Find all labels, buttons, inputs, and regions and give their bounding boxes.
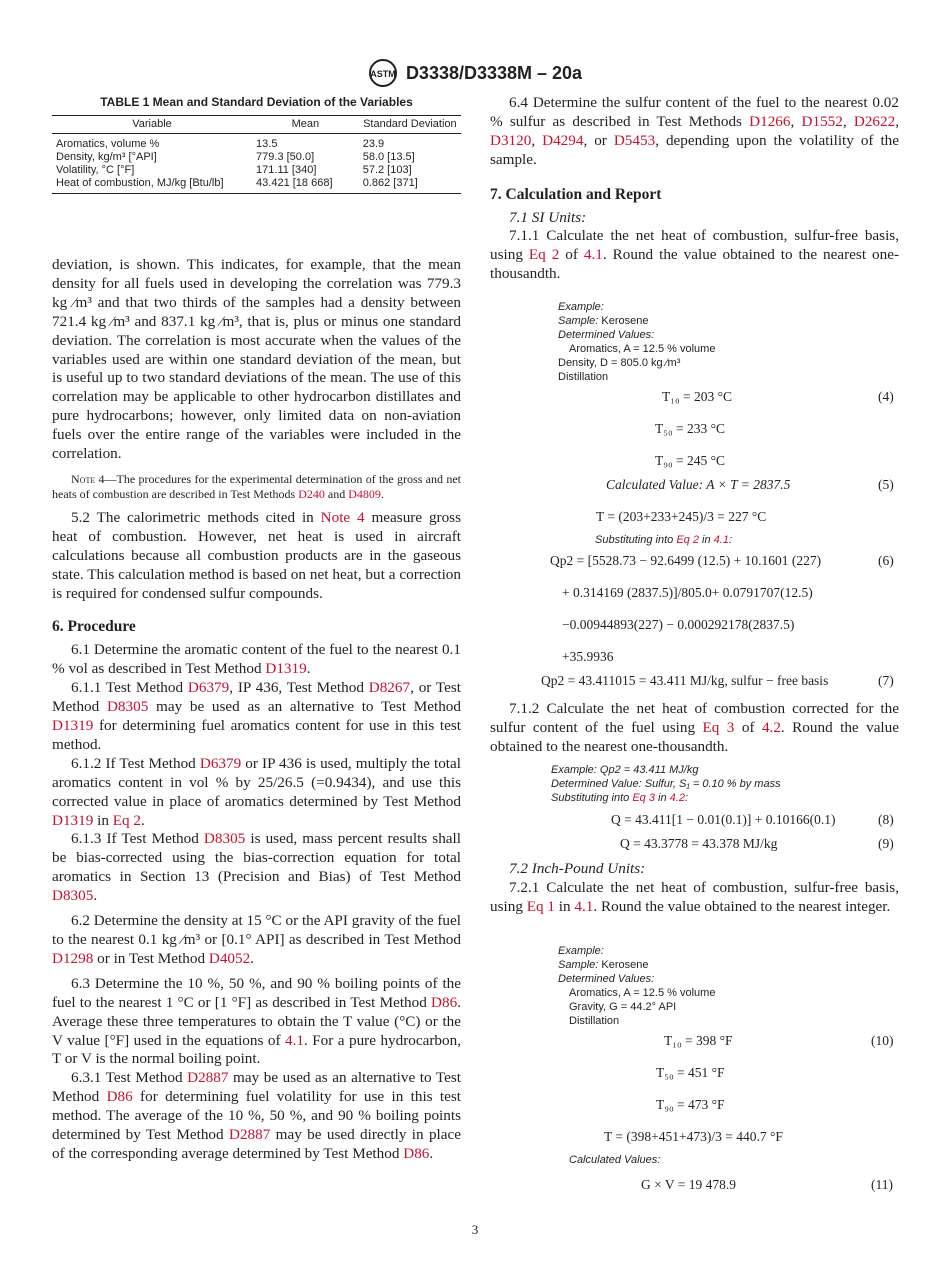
- left-column: [52, 256, 461, 1164]
- eq7-expression: Qp2 = 43.411015 = 43.411 MJ/kg, sulfur − free basis: [541, 673, 829, 688]
- distillation-label: Distillation: [569, 1015, 620, 1027]
- doc-code: D3338/D3338M – 20a: [405, 62, 583, 83]
- table-cell: Volatility, °C [°F]: [56, 163, 135, 176]
- link-d1319[interactable]: D1319: [52, 811, 94, 829]
- table-cell: 779.3 [50.0]: [256, 150, 315, 163]
- eq11-expression: G × V = 19 478.9: [641, 1177, 736, 1192]
- link-d4809[interactable]: D4809: [348, 487, 381, 502]
- table-cell: Heat of combustion, MJ/kg [Btu/lb]: [52, 177, 252, 194]
- link-4-1[interactable]: 4.1: [713, 534, 729, 546]
- paragraph-7-1-2: 7.1.2 Calculate the net heat of combustion corrected for the sulfur content of the fuel using Eq 3 of 4.2. Round the value obtained to the nearest one-thousandth.: [490, 700, 899, 755]
- example-3: [558, 944, 858, 1028]
- link-eq-1[interactable]: Eq 1: [526, 897, 555, 915]
- example-2: [551, 763, 891, 805]
- right-column-top: [490, 94, 899, 284]
- eq-number-5: (5): [878, 477, 894, 492]
- link-d1319[interactable]: D1319: [52, 717, 94, 735]
- substituting-eq2: Substituting into Eq 2 in 4.1:: [595, 534, 733, 546]
- link-d86[interactable]: D86: [106, 1088, 133, 1106]
- eq-t10: T₁₀ = 203 °C: [662, 389, 733, 404]
- link-d5453[interactable]: D5453: [613, 131, 656, 149]
- paragraph-7-1: 7.1 SI Units:: [509, 208, 587, 226]
- link-d3120[interactable]: D3120: [490, 131, 532, 149]
- eq-number-7: (7): [878, 673, 894, 688]
- link-note-4[interactable]: Note 4: [320, 508, 365, 526]
- example-qp2: Example: Qp2 = 43.411 MJ/kg: [551, 764, 699, 776]
- paragraph-5-2: 5.2 The calorimetric methods cited in Note 4 measure gross heat of combustion. However, net heat is used in aircraft calculations because all combustion products are in the gaseous state. This calculation method is based on net heat, but a correction is required for condensed sulfur compounds.: [52, 508, 462, 602]
- example-label: Example:: [558, 301, 604, 313]
- table-row: [52, 151, 461, 164]
- link-d6379[interactable]: D6379: [199, 754, 242, 772]
- link-eq-3[interactable]: Eq 3: [702, 718, 735, 736]
- eq-t10-f: T₁₀ = 398 °F: [664, 1033, 733, 1048]
- link-d1266[interactable]: D1266: [749, 112, 791, 130]
- eq9-expression: Q = 43.3778 = 43.378 MJ/kg: [620, 836, 778, 851]
- link-d8305[interactable]: D8305: [52, 887, 94, 905]
- aromatics-value: Aromatics, A = 12.5 % volume: [569, 343, 716, 355]
- table-1: [52, 95, 461, 194]
- gravity-value: Gravity, G = 44.2° API: [569, 1001, 677, 1013]
- table-row: [52, 177, 461, 194]
- eq-number-9: (9): [878, 836, 894, 851]
- link-d4294[interactable]: D4294: [542, 131, 584, 149]
- density-value: Density, D = 805.0 kg ⁄m³: [558, 357, 681, 369]
- right-column-mid: [490, 700, 899, 757]
- link-d2622[interactable]: D2622: [853, 112, 896, 130]
- table-cell: 0.862 [371]: [359, 177, 461, 194]
- table-cell: 58.0 [13.5]: [362, 150, 415, 163]
- paragraph-6-4: 6.4 Determine the sulfur content of the fuel to the nearest 0.02 % sulfur as described in Test Methods D1266, D1552, D2622, D3120, D4294, or D5453, depending upon the volatility of the sample.: [490, 94, 900, 168]
- eq6-line2: + 0.314169 (2837.5)]/805.0+ 0.0791707(12.5): [562, 585, 813, 600]
- paragraph-6-3: 6.3 Determine the 10 %, 50 %, and 90 % boiling points of the fuel to the nearest 1 °C or [1 °F] as described in Test Method D86. Average these three temperatures to obtain the T value (°C) or the V value [°F] used in the equations of 4.1. For a pure hydrocarbon, T or V is the normal boiling point.: [52, 974, 461, 1068]
- eq-number-8: (8): [878, 812, 894, 827]
- link-d8305[interactable]: D8305: [203, 830, 246, 848]
- eq-t90: T₉₀ = 245 °C: [655, 453, 726, 468]
- distillation-label: Distillation: [558, 371, 609, 383]
- paragraph-7-2: 7.2 Inch-Pound Units:: [509, 860, 646, 877]
- link-4-1[interactable]: 4.1: [583, 246, 603, 264]
- eq8-expression: Q = 43.411[1 − 0.01(0.1)] + 0.10166(0.1): [611, 812, 836, 827]
- example-label: Example:: [558, 945, 604, 957]
- note-4: Note 4—The procedures for the experimental determination of the gross and net heats of combustion are described in Test Methods D240 and D4809.: [52, 471, 461, 502]
- eq-t50-f: T₅₀ = 451 °F: [656, 1065, 725, 1080]
- table-cell: 57.2 [103]: [362, 163, 412, 176]
- paragraph-6-2: 6.2 Determine the density at 15 °C or the API gravity of the fuel to the nearest 0.1 kg ⁄m³ or [0.1° API] as described in Test Method D1298 or in Test Method D4052.: [52, 912, 461, 967]
- table-row: [52, 164, 461, 177]
- link-4-2[interactable]: 4.2: [761, 718, 781, 736]
- page-number: 3: [471, 1222, 479, 1237]
- eq-number-4: (4): [878, 389, 894, 404]
- table-cell: Density, kg/m³ [°API]: [56, 150, 157, 163]
- eq-number-6: (6): [878, 553, 894, 568]
- eq-t-average-f: T = (398+451+473)/3 = 440.7 °F: [604, 1129, 783, 1144]
- eq-number-10: (10): [871, 1033, 894, 1048]
- sample-line: Sample: Kerosene: [558, 959, 649, 971]
- link-d4052[interactable]: D4052: [208, 949, 251, 967]
- link-eq-3[interactable]: Eq 3: [632, 792, 655, 804]
- determined-label: Determined Values:: [558, 329, 655, 341]
- eq-t50: T₅₀ = 233 °C: [655, 421, 726, 436]
- heading-calculation: 7. Calculation and Report: [490, 185, 662, 203]
- link-d86[interactable]: D86: [431, 993, 458, 1011]
- link-4-1[interactable]: 4.1: [574, 897, 594, 915]
- sample-line: Sample: Kerosene: [558, 315, 649, 327]
- heading-procedure: 6. Procedure: [52, 617, 136, 635]
- table-cell: 23.9: [362, 137, 385, 150]
- logo-text: ASTM: [370, 69, 396, 79]
- paragraph-6-3-1: 6.3.1 Test Method D2887 may be used as an alternative to Test Method D86 for determining fuel volatility for use in this test method. The average of the 10 %, 50 %, and 90 % boiling points determined by Test Method D2887 may be used directly in place of the corresponding average determined by Test Method D86.: [52, 1069, 462, 1162]
- table-caption: TABLE 1 Mean and Standard Deviation of the Variables: [100, 95, 413, 109]
- link-d6379[interactable]: D6379: [187, 679, 230, 697]
- header-mean: Mean: [252, 116, 359, 134]
- link-4-1[interactable]: 4.1: [284, 1031, 304, 1049]
- table-header-row: [52, 116, 461, 134]
- paragraph-6-1: 6.1 Determine the aromatic content of the fuel to the nearest 0.1 % vol as described in Test Method D1319.: [52, 641, 461, 678]
- paragraph-7-2-1: 7.2.1 Calculate the net heat of combustion, sulfur-free basis, using Eq 1 in 4.1. Round the value obtained to the nearest integer.: [490, 878, 899, 915]
- substituting-eq3: Substituting into Eq 3 in 4.2:: [551, 792, 689, 804]
- link-d8305[interactable]: D8305: [106, 698, 149, 716]
- paragraph-7-1-1: 7.1.1 Calculate the net heat of combustion, sulfur-free basis, using Eq 2 of 4.1. Round the value obtained to the nearest one-thousandth.: [490, 227, 899, 283]
- eq-number-11: (11): [871, 1177, 893, 1192]
- right-column-low: [490, 860, 899, 917]
- calculated-values-label: Calculated Values:: [569, 1154, 661, 1166]
- determined-sulfur: Determined Value: Sulfur, S₁ = 0.10 % by mass: [551, 778, 781, 790]
- paragraph-6-1-3: 6.1.3 If Test Method D8305 is used, mass percent results shall be bias-corrected using the bias-correction equation for total aromatics in Section 13 (Precision and Bias) of Test Method D8305.: [52, 830, 461, 905]
- header-variable: Variable: [52, 116, 252, 134]
- link-d240[interactable]: D240: [298, 487, 325, 502]
- example-1: [558, 300, 858, 384]
- link-d2887[interactable]: D2887: [187, 1069, 229, 1087]
- link-4-2[interactable]: 4.2: [669, 792, 685, 804]
- determined-label: Determined Values:: [558, 973, 655, 985]
- document-header: [0, 58, 950, 88]
- data-table: [52, 115, 461, 194]
- table-cell: 43.421 [18 668]: [252, 177, 359, 194]
- eq-t90-f: T₉₀ = 473 °F: [656, 1097, 725, 1112]
- table-row: [52, 138, 461, 151]
- note-label: Note 4: [71, 471, 105, 486]
- paragraph-deviation: deviation, is shown. This indicates, for example, that the mean density for all fuels used in developing the correlation was 779.3 kg ⁄m³ and that two thirds of the samples had a density between 721.4 kg ⁄m³ and 837.1 kg ⁄m³, that is, plus or minus one standard deviation. The correlation is most accurate when the values of the variables used are within one standard deviation of the mean, but is useful up to two standard deviations of the mean. The use of this correlation may be applicable to other hydrocarbon distillates and pure hydrocarbons; however, only limited data on non-aviation fuels over the entire range of the variables were included in the correlation.: [52, 256, 461, 463]
- astm-logo-icon: [368, 58, 398, 88]
- link-d86[interactable]: D86: [403, 1144, 430, 1162]
- link-d8267[interactable]: D8267: [368, 679, 411, 697]
- aromatics-value: Aromatics, A = 12.5 % volume: [569, 987, 716, 999]
- paragraph-6-1-1: 6.1.1 Test Method D6379, IP 436, Test Method D8267, or Test Method D8305 may be used as an alternative to Test Method D1319 for determining fuel aromatics content for use in this test method.: [52, 679, 462, 753]
- link-d1319[interactable]: D1319: [265, 660, 307, 678]
- eq6-line1: Qp2 = [5528.73 − 92.6499 (12.5) + 10.1601 (227): [550, 553, 822, 568]
- header-std-dev: Standard Deviation: [359, 116, 461, 134]
- table-cell: Aromatics, volume %: [56, 137, 160, 150]
- link-d1298[interactable]: D1298: [52, 949, 94, 967]
- link-eq-2[interactable]: Eq 2: [112, 811, 142, 829]
- table-cell: 13.5: [256, 137, 278, 150]
- eq6-line3: −0.00944893(227) − 0.000292178(2837.5): [562, 617, 795, 632]
- link-d2887[interactable]: D2887: [228, 1126, 271, 1144]
- paragraph-6-1-2: 6.1.2 If Test Method D6379 or IP 436 is used, multiply the total aromatics content in vol % by 25/26.5 (=0.9434), and use this corrected value in place of aromatics determined by Test Method D1319 in Eq 2.: [52, 754, 461, 829]
- link-eq-2[interactable]: Eq 2: [676, 534, 699, 546]
- table-cell: 171.11 [340]: [256, 163, 317, 176]
- link-d1552[interactable]: D1552: [801, 112, 843, 130]
- eq6-line4: +35.9936: [562, 649, 614, 664]
- eq-calculated-value: Calculated Value: A × T = 2837.5: [606, 477, 791, 492]
- link-eq-2[interactable]: Eq 2: [528, 246, 560, 264]
- eq-t-average: T = (203+233+245)/3 = 227 °C: [596, 509, 767, 524]
